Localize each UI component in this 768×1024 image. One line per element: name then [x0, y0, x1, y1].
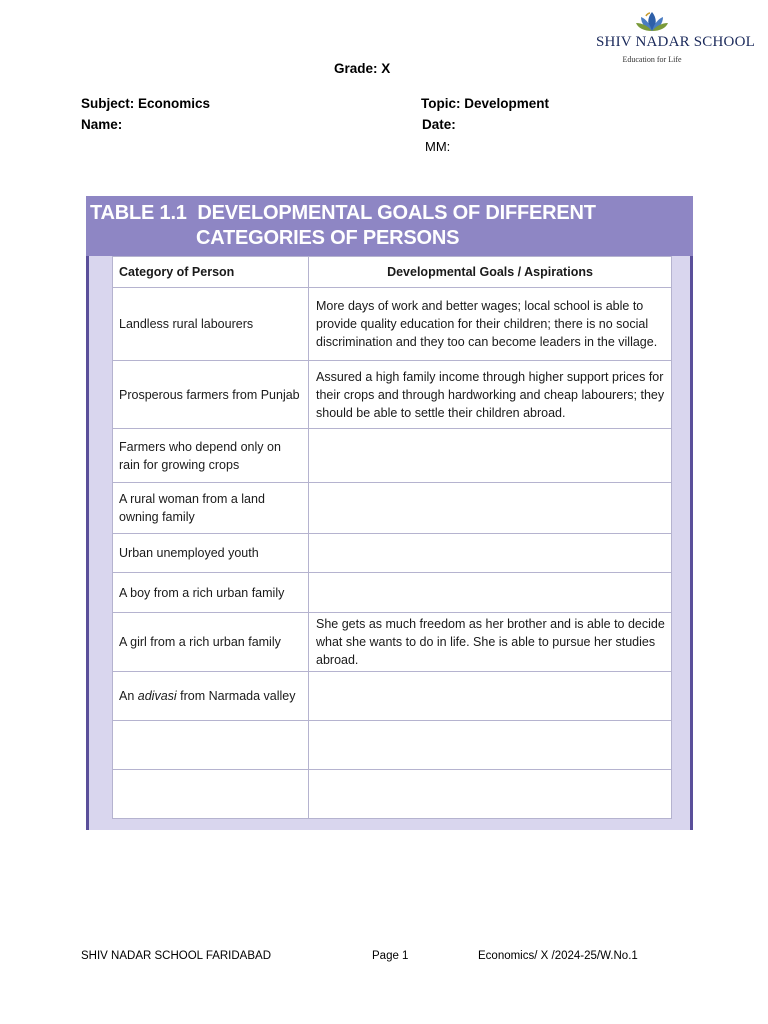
table-row	[113, 483, 672, 534]
table-row	[113, 361, 672, 429]
table-row	[113, 721, 672, 770]
table-row	[113, 288, 672, 361]
goal-cell[interactable]	[309, 483, 672, 534]
goal-cell[interactable]	[309, 534, 672, 573]
category-italic: adivasi	[137, 689, 177, 703]
category-cell: Farmers who depend only on rain for growing crops	[113, 429, 309, 483]
developmental-goals-table	[112, 256, 672, 819]
logo-tagline: Education for Life	[622, 55, 682, 64]
table-left-border	[86, 256, 89, 830]
table-row	[113, 573, 672, 613]
grade-label: Grade: X	[334, 61, 391, 76]
category-cell: Landless rural labourers	[113, 288, 309, 361]
footer-school-name: SHIV NADAR SCHOOL FARIDABAD	[81, 950, 272, 962]
table-row	[113, 672, 672, 721]
goal-cell[interactable]	[309, 770, 672, 819]
footer-document-code: Economics/ X /2024-25/W.No.1	[478, 950, 638, 962]
topic-label: Topic: Development	[421, 96, 550, 111]
table-title	[90, 201, 596, 251]
goal-cell[interactable]	[309, 573, 672, 613]
table-row	[113, 429, 672, 483]
category-cell[interactable]	[113, 721, 309, 770]
lotus-icon	[635, 10, 669, 34]
col-header-goals: Developmental Goals / Aspirations	[309, 257, 672, 288]
category-cell[interactable]	[113, 770, 309, 819]
category-cell: Urban unemployed youth	[113, 534, 309, 573]
category-prefix: An	[119, 689, 138, 703]
subject-label: Subject: Economics	[81, 96, 211, 111]
goal-cell: More days of work and better wages; local school is able to provide quality education for their children; there is no social discrimination and they too can become leaders in the village.	[309, 288, 672, 361]
table-title-bar	[86, 196, 693, 256]
table-row	[113, 770, 672, 819]
table-title-line2: CATEGORIES OF PERSONS	[196, 227, 460, 249]
school-logo	[596, 10, 755, 74]
table-row	[113, 534, 672, 573]
category-cell: Prosperous farmers from Punjab	[113, 361, 309, 429]
goal-cell[interactable]	[309, 672, 672, 721]
footer-page-number: Page 1	[372, 950, 409, 962]
goal-cell: Assured a high family income through higher support prices for their crops and through hardworking and cheap labourers; they should be able to settle their children abroad.	[309, 361, 672, 429]
goal-cell[interactable]	[309, 429, 672, 483]
max-marks-label: MM:	[425, 139, 451, 154]
category-cell: A rural woman from a land owning family	[113, 483, 309, 534]
category-cell: A boy from a rich urban family	[113, 573, 309, 613]
goal-cell: She gets as much freedom as her brother and is able to decide what she wants to do in life. She is able to pursue her studies abroad.	[309, 613, 672, 672]
name-field-label: Name:	[81, 117, 123, 132]
table-title-line1: DEVELOPMENTAL GOALS OF DIFFERENT	[197, 202, 596, 224]
table-number: TABLE 1.1	[90, 202, 187, 224]
table-row	[113, 613, 672, 672]
table-right-border	[690, 256, 693, 830]
goal-cell[interactable]	[309, 721, 672, 770]
date-field-label: Date:	[422, 117, 456, 132]
table-header-row	[113, 257, 672, 288]
category-cell	[113, 672, 309, 721]
logo-school-name: SHIV NADAR SCHOOL	[596, 34, 755, 50]
category-suffix: from Narmada valley	[176, 689, 296, 703]
category-cell: A girl from a rich urban family	[113, 613, 309, 672]
col-header-category: Category of Person	[113, 257, 309, 288]
